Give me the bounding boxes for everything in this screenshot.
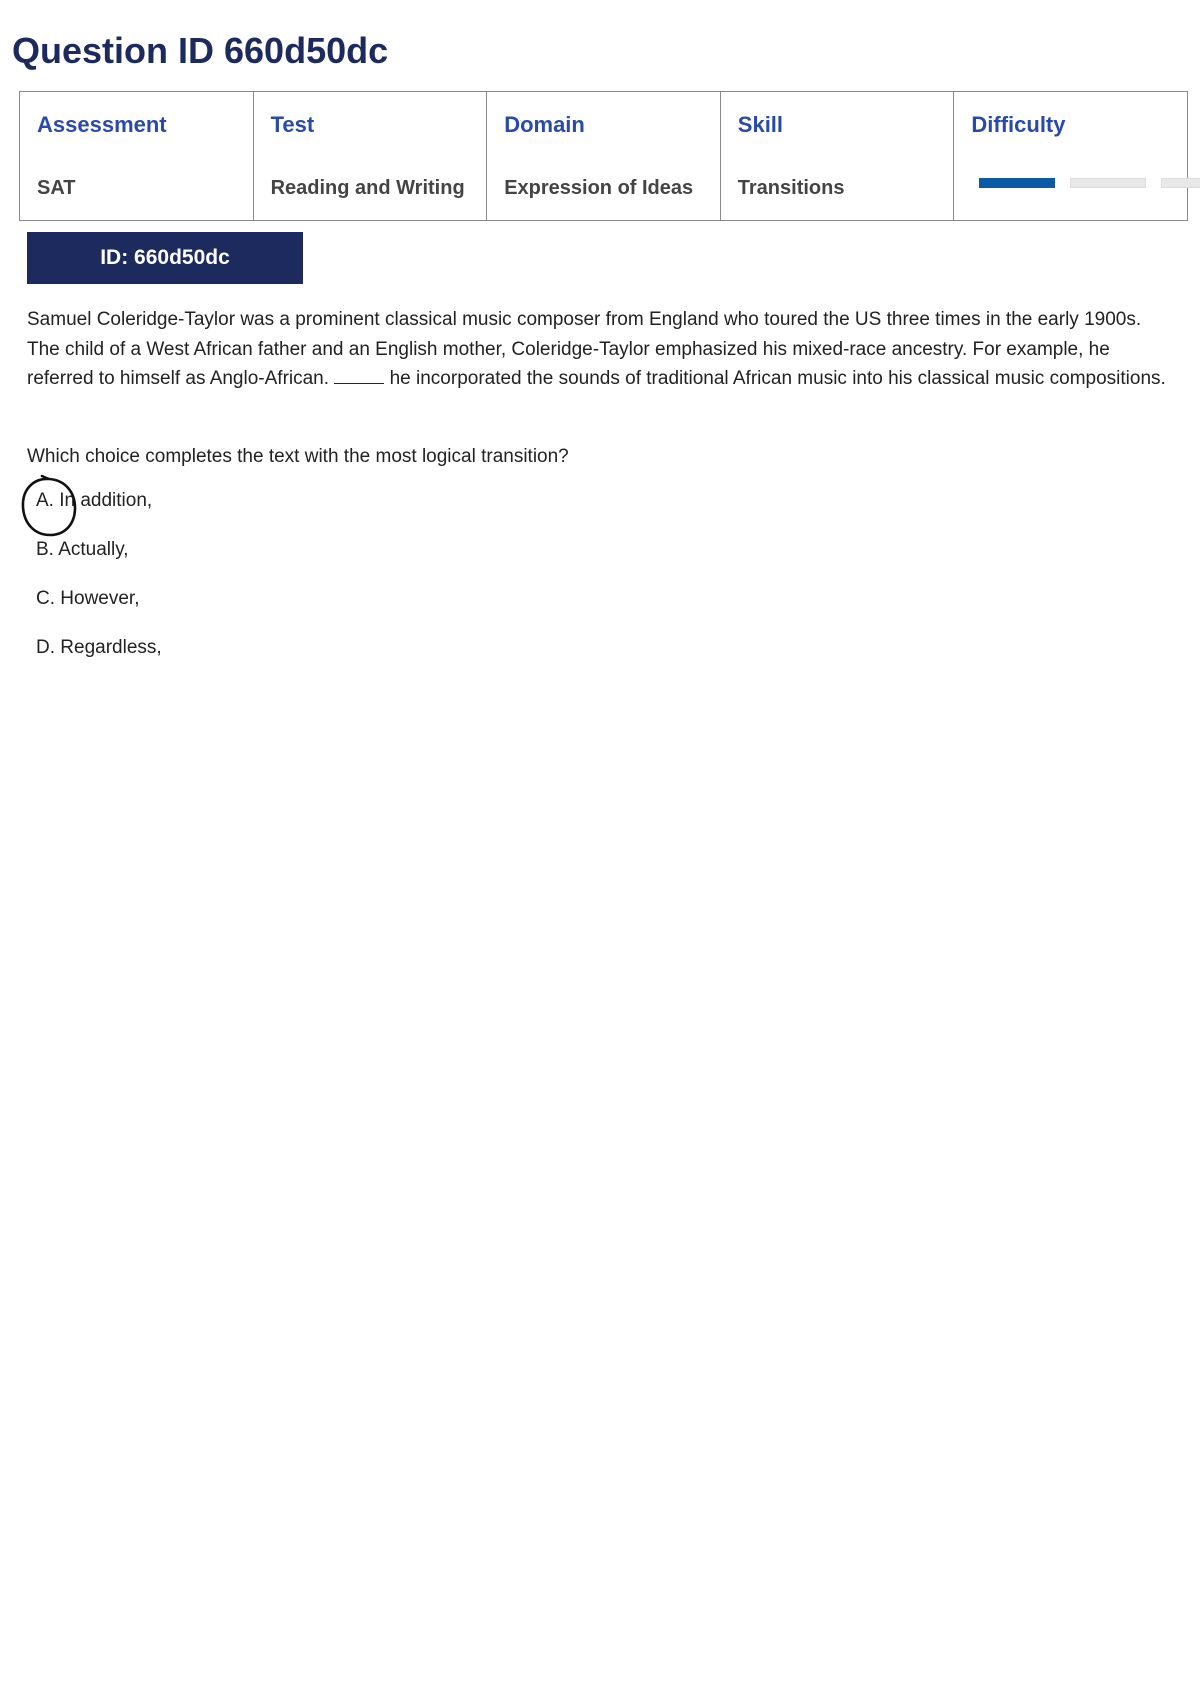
choice-c-letter: C. <box>36 588 55 609</box>
meta-cell-difficulty <box>954 92 1188 221</box>
meta-cell-domain <box>487 92 721 221</box>
meta-value-skill: Transitions <box>737 177 845 199</box>
difficulty-bar-filled <box>979 178 1055 188</box>
meta-label-difficulty: Difficulty <box>971 112 1066 137</box>
meta-label-skill: Skill <box>737 112 784 137</box>
choice-d-text: Regardless, <box>60 637 162 658</box>
page-title: Question ID 660d50dc <box>12 30 389 71</box>
passage-text <box>27 305 1177 394</box>
handwritten-circle-mark <box>19 474 81 540</box>
choice-a-letter: A. <box>36 490 54 511</box>
choice-d-letter: D. <box>36 637 55 658</box>
choice-c-text: However, <box>60 588 140 609</box>
passage-blank <box>334 369 384 384</box>
difficulty-bar-empty <box>1161 178 1200 188</box>
choice-b-letter: B. <box>36 539 54 560</box>
meta-cell-skill <box>720 92 954 221</box>
question-meta-table <box>19 91 1188 221</box>
difficulty-bar-empty <box>1070 178 1146 188</box>
meta-value-test: Reading and Writing <box>270 177 465 199</box>
question-prompt: Which choice completes the text with the most logical transition? <box>27 446 569 467</box>
choice-c[interactable] <box>36 588 162 637</box>
meta-value-assessment: SAT <box>37 177 76 199</box>
question-id-badge: ID: 660d50dc <box>27 232 303 284</box>
choice-a-text: In addition, <box>59 490 153 511</box>
difficulty-meter <box>979 178 1200 188</box>
meta-label-assessment: Assessment <box>37 112 167 137</box>
choice-b-text: Actually, <box>58 539 129 560</box>
meta-value-domain: Expression of Ideas <box>504 177 694 199</box>
passage-before-blank: Samuel Coleridge-Taylor was a prominent classical music composer from England who toured the US three times in the early 1900s. The child of a West African father and an English mother, Coleridge-Taylor emphasized his mixed-race ancestry. For example, he referred to himself as Anglo-African. <box>27 309 1142 389</box>
meta-cell-assessment <box>20 92 254 221</box>
meta-cell-test <box>253 92 487 221</box>
choice-d[interactable] <box>36 637 162 686</box>
choice-b[interactable] <box>36 539 162 588</box>
meta-label-test: Test <box>270 112 315 137</box>
meta-label-domain: Domain <box>504 112 585 137</box>
passage-after-blank: he incorporated the sounds of traditional African music into his classical music compositions. <box>389 368 1166 389</box>
